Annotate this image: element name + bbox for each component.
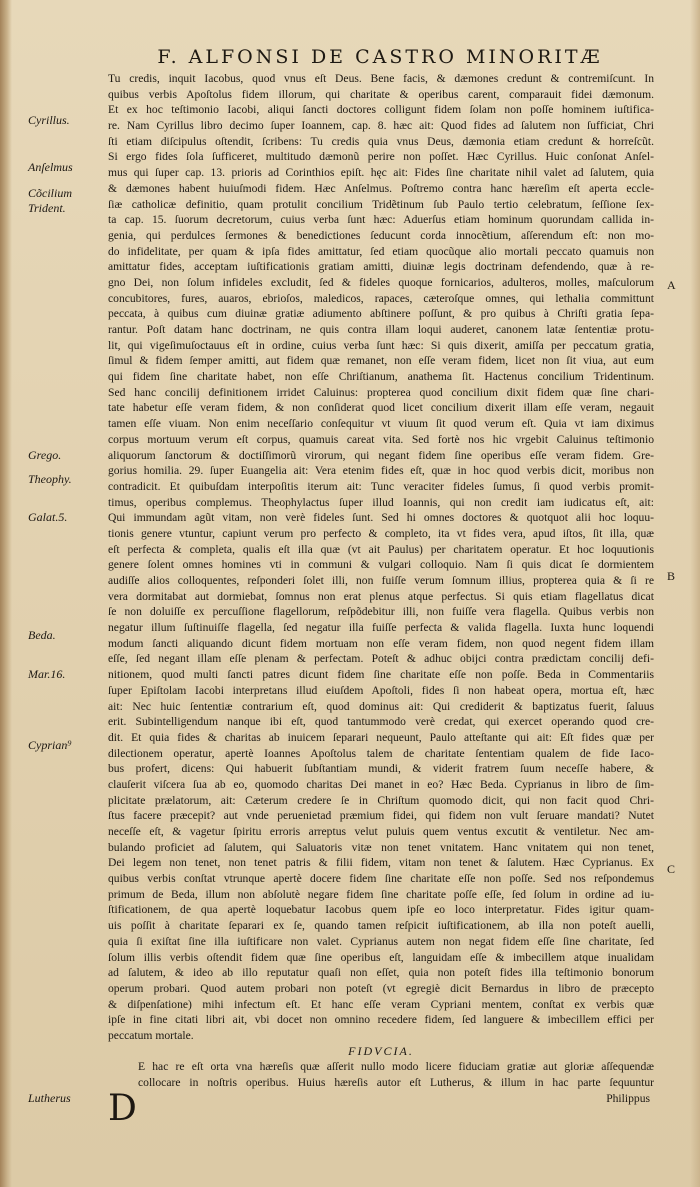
text-line: qui fidem ſine charitate habet, non eſſe Chriſtianum, anathema ſit. Hactenus concilium Tridentinum. xyxy=(108,370,654,384)
text-line: Et ex hoc teſtimonio Iacobi, aliqui ſancti doctores colligunt fidem ſolam non poſſe hominem iuſtifica- xyxy=(108,103,654,117)
text-line: tionis genere vtuntur, capiunt verum pro perfecto & completo, ita vt fides vera, apud iſtos, ſit illa, quæ xyxy=(108,526,654,540)
margin-note-trident: Trident. xyxy=(28,201,66,215)
text-line: plicitate prælatorum, ait: Cæterum credere ſe in Chriſtum quomodo dicit, qui non facit quod Chri- xyxy=(108,793,654,807)
margin-note-lutherus: Lutherus xyxy=(28,1091,71,1105)
text-line: collocare in noſtris operibus. Huius hæreſis autor eſt Lutherus, & illum in hac parte ſequuntur xyxy=(138,1076,654,1089)
section-title: FIDVCIA. xyxy=(348,1043,414,1058)
text-line: neceſſe eſt, & vagetur ſpiritu erroris arreptus velut puluis quem ventus excutit & ventiletur. Nec am- xyxy=(108,825,654,838)
text-line: primum de Beda, illum non abſolutè negare fidem ſine charitate poſſe eſſe, ſed ſolum in ordine ad iu- xyxy=(108,887,654,901)
text-line: ſimul & fidem ſemper amitti, aut fidem quæ remanet, non eſſe veram fidem, licet non ſit viua, aut eum xyxy=(108,354,654,368)
text-line: bulando proficiet ad ſalutem, qui Saluatoris vitæ non tenet vnitatem. Hanc vnitatem qui non tenet, xyxy=(108,840,654,854)
text-line: audiſſe alios colloquentes, reſponderi ſolet illi, non fuiſſe verum ſomnum illius, propterea quia & ſi re xyxy=(108,574,654,587)
text-line: modum ſancti aliquando dicunt fidem mortuam non eſſe veram fidem, non quod negent fidem illam xyxy=(108,636,654,650)
text-line: corpus mortuum verum eſt corpus, quamuis careat vita. Sed fortè nos hic vrgebit Caluinus teſtimonio xyxy=(108,432,654,446)
text-line: uis poſſit à charitate ſeparari ex ſe, quando tamen reſpicit iuſtificationem, ab illa non poteſt auelli, xyxy=(108,919,654,933)
margin-note-grego: Grego. xyxy=(28,448,62,462)
text-line: amittatur fides, acceptam iuſtificationis gratiam amitti, diuinæ legis doctrinam defendendo, quæ à re- xyxy=(108,260,654,274)
text-line: dilectionem operatur, apertè Ioannes Apoſtolus talem de charitate ſententiam qualem de fide Iaco- xyxy=(108,746,654,760)
text-line: do infidelitate, per quam & ipſa fides amittatur, ſed etiam quocũque alio mortali peccato quamuis non xyxy=(108,244,654,258)
text-line: genia, qui perdulces ſermones & benedictiones ſeducunt corda innocẽtium, aſſerendum eſt: non mo- xyxy=(108,228,654,242)
text-line: quibus verbis Apoſtolus fidem illorum, qui charitate & operibus carent, comparauit fidei dæmonum. xyxy=(108,87,654,101)
text-line: operum probari. Quod autem probari non poteſt (vt egregiè dicit Bernardus in libro de præcepto xyxy=(108,981,654,995)
text-line: bus profert, dicens: Qui habuerit ſubſtantiam mundi, & viderit fratrem ſuum neceſſe habere, & xyxy=(108,762,654,776)
margin-note-beda: Beda. xyxy=(28,628,56,642)
text-line: concubitores, fures, auaros, ebrioſos, maledicos, rapaces, cæteroſque omnes, qui lethalia committunt xyxy=(108,291,654,305)
text-line: ſiæ catholicæ definitio, quam protulit concilium Tridẽtinum ſub Paulo tertio celebratum, ſeſſione ſex- xyxy=(108,197,654,211)
text-line: Si ergo fides ſola ſufficeret, multitudo dæmonũ perire non poſſet. Hæc Cyrillus. Huic conſonat Anſel- xyxy=(108,150,654,164)
catchword: Philippus xyxy=(606,1091,650,1105)
margin-note-cyprianus: Cyprian⁹ xyxy=(28,738,72,752)
margin-note-concilium: Cõcilium xyxy=(28,186,72,200)
text-line: lit, qui vigeſimuſoctauus eſt in ordine, cuius verba ſunt hæc: Si quis dixerit, amiſſa per peccatum gratia, xyxy=(108,338,654,352)
text-line: ſtificationem, de qua apertè loquebatur Iacobus quem ipſe eo loco interpretatur. Fides igitur quam- xyxy=(108,903,654,917)
text-line: dit. Et quia fides & charitas ab inuicem ſeparari nequeunt, Paulo atteſtante qui ait: Eſt fides quæ per xyxy=(108,730,654,744)
text-line: nitionem, quod multi ſancti patres dicunt fidem ſine charitate eſſe non poſſe. Beda in Commentariis xyxy=(108,668,654,682)
text-line: ad ſalutem, & ideo ab illo reputatur quaſi non eſſet, quia non poteſt fides illa teſtimonio bonorum xyxy=(108,966,654,980)
text-line: & diſpenſatione) mihi infectum eſt. Et hanc eſſe veram Cypriani mentem, conſtat ex verbis quæ xyxy=(108,997,654,1011)
page-spine-shadow xyxy=(0,0,12,1187)
text-line: tate habetur eſſe veram fidem, & non conſiderat quod licet concilium dixerit illam eſſe veram, negauit xyxy=(108,401,654,415)
text-line: ipſe in fine citati libri ait, vbi docet non omnino recedere fidem, ſed languere & imbecillem effici per xyxy=(108,1013,654,1027)
text-line: quia ſi exiſtat ſine illa iuſtificare non valet. Cyprianus autem non negat fidem eſſe ſine charitate, ſed xyxy=(108,934,654,948)
text-line: peccata, à quibus cum diuinæ gratiæ adiumento abſtinere poſſunt, & pro quibus à Chriſti gratia ſepa- xyxy=(108,307,654,321)
margin-letter-b: B xyxy=(667,569,676,583)
text-line: quibus verbis conſtat vtrunque apertè docere fidem ſine charitate eſſe non poſſe. Sed nos reſpondemus xyxy=(108,872,654,886)
text-line: Dei legem non tenet, non tenet patris & filii fidem, vitam non tenet & ſalutem. Hæc Cyprianus. Ex xyxy=(108,856,654,870)
margin-note-marcus: Mar.16. xyxy=(28,667,66,681)
text-line: gno Dei, non ſolum infideles excludit, ſed & fideles quoque fornicarios, adulteros, molles, maſculorum xyxy=(108,275,654,289)
text-line: ſtus facere præcepit? aut vnde peruenietad præmium fidei, qui fidem non vult ſeruare mandati? Nutet xyxy=(108,809,654,823)
margin-note-anselmus: Anſelmus xyxy=(28,160,73,174)
margin-note-theophy: Theophy. xyxy=(28,472,72,486)
text-line: ſti etiam diſcipulus oſtendit, ſcribens: Tu credis quia vnus Deus, dæmonia etiam credunt & horreſcũt. xyxy=(108,134,654,148)
running-title: F. ALFONSI DE CASTRO MINORITÆ xyxy=(157,46,603,68)
margin-letter-c: C xyxy=(667,862,676,876)
page-edge-shadow xyxy=(690,0,700,1187)
drop-cap: D xyxy=(108,1088,137,1129)
text-line: eſt perfecta & completa, qualis eſt illa quæ (vt ait Paulus) per charitatem operatur. Et hoc loquutionis xyxy=(108,542,654,556)
text-line: eſſe, ſed negant illam eſſe plenam & perfectam. Poteſt & adhuc obijci contra prædictam concilij defi- xyxy=(108,652,654,666)
text-line: ſolum illis verbis oſtendit fidem quæ ſine operibus eſt, languidam eſſe & imbecillem atque inualidam xyxy=(108,950,654,964)
text-line: contradicit. Et quibuſdam interpoſitis iterum ait: Tunc veraciter fideles ſumus, ſi quod verbis promit- xyxy=(108,479,654,493)
body-text xyxy=(108,71,654,1121)
text-line: genere ſolent omnes homines vti in communi & vulgari colloquio. Nam ſi quis dicat ſe dormientem xyxy=(108,558,654,572)
text-line: Qui immundam agũt vitam, non verè fideles ſunt. Sed hi omnes doctores & quotquot alii hoc loquu- xyxy=(108,511,654,525)
text-line: ſuper Epiſtolam Iacobi interpretans illud eiuſdem Apoſtoli, fides ſi non habeat opera, mortua eſt, hæc xyxy=(108,683,654,697)
margin-note-cyrillus: Cyrillus. xyxy=(28,113,70,127)
text-line: ſe non doluiſſe ex percuſſione flagellorum, reſpõdebitur illi, non fuiſſe vera flagella. Quibus verbis non xyxy=(108,605,654,619)
text-line: Tu credis, inquit Iacobus, quod vnus eſt Deus. Bene facis, & dæmones credunt & contremiſcunt. In xyxy=(108,72,654,85)
text-line: ait: Nec huic ſententiæ contrarium eſt, quod dominus ait: Qui crediderit & baptizatus fuerit, ſaluus xyxy=(108,699,654,713)
text-line: erit. Subintelligendum nanque ibi eſt, quod tantummodo verè credat, qui exercet operando quod cre- xyxy=(108,715,654,729)
margin-letter-a: A xyxy=(667,278,676,292)
text-line: timus, operibus complemus. Theophylactus ſuper illud Ioannis, qui non credit iam iudicatus eſt, ait: xyxy=(108,495,654,509)
text-line: peccatum mortale. xyxy=(108,1028,194,1042)
text-line: ta cap. 15. ſuorum decretorum, cuius verba ſunt hæc: Aduerſus etiam hominum quorundam callida in- xyxy=(108,213,654,227)
text-line: rantur. Poſt datam hanc doctrinam, ne quis contra illam loqui auderet, canonem latæ ſententiæ protu- xyxy=(108,323,654,336)
text-line: clauſerit viſcera ſua ab eo, quomodo charitas Dei manet in eo? Hæc Beda. Cyprianus in libro de ſim- xyxy=(108,777,654,791)
text-line: vera dormitabat aut dormiebat, ſomnus non erat plenus atque perfectus. Si quis etiam flagellatus dicat xyxy=(108,589,654,603)
text-line: E hac re eſt orta vna hæreſis quæ aſſerit nullo modo licere fiduciam gratiæ aut gloriæ aſſequendæ xyxy=(138,1060,654,1074)
text-line: negatur illum ſuſtinuiſſe flagella, ſed negatur illa fuiſſe perfecta & valida flagella. Iuxta hunc loquendi xyxy=(108,621,654,635)
text-line: tamen eſſe viuam. Non enim neceſſario conſequitur vt viuum ſit quod verum eſt. Quia vt iam diximus xyxy=(108,417,654,431)
text-line: gorius homilia. 29. ſuper Euangelia ait: Vera etenim fides eſt, quæ in hoc quod verbis dicit, moribus non xyxy=(108,464,654,478)
text-line: re. Nam Cyrillus libro decimo ſuper Ioannem, cap. 8. hæc ait: Quod fides ad ſalutem non ſufficiat, Chri xyxy=(108,119,654,133)
text-line: aliquorum ſanctorum & doctiſſimorũ virorum, qui negant fidem ſine operibus eſſe veram fidem. Gre- xyxy=(108,448,654,462)
text-line: mus qui ſuper cap. 13. prioris ad Corinthios epiſt. hęc ait: Fides ſine charitate nihil valet ad ſalutem, quia xyxy=(108,166,654,180)
text-line: Sed hanc concilij definitionem irridet Caluinus: propterea quod concilium dixit fidem quæ ſine chari- xyxy=(108,385,654,399)
text-line: & dæmones habent huiuſmodi fidem. Hæc Anſelmus. Poſtremo contra hanc hæreſim eſt aperta eccle- xyxy=(108,181,654,195)
margin-note-galat: Galat.5. xyxy=(28,510,68,524)
